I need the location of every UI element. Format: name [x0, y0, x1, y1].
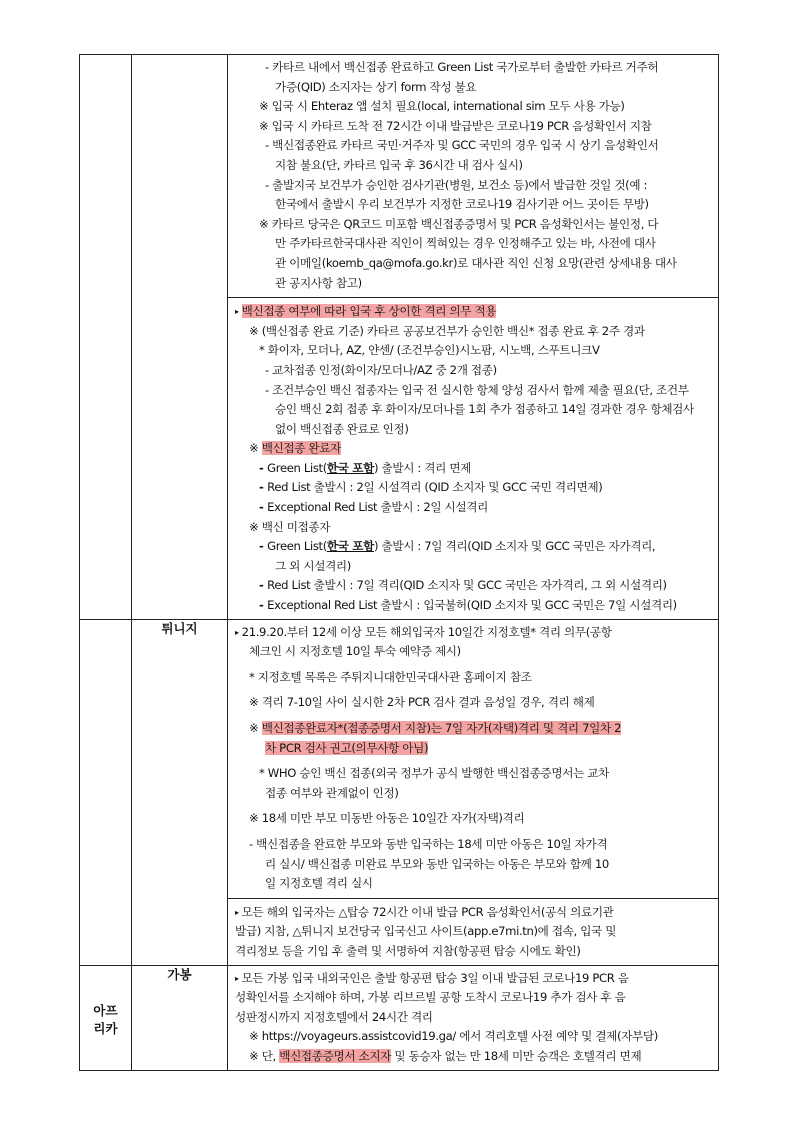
region-cell-africa — [80, 965, 132, 1070]
text-line — [235, 215, 710, 235]
line-text: 없이 백신접종 완료로 인정) — [275, 421, 409, 436]
line-text: ※ (백신접종 완료 기준) 카타르 공공보건부가 승인한 백신* 접종 완료 후 2주 경과 — [249, 323, 645, 338]
text-line — [235, 498, 710, 518]
dash-bullet: - — [259, 500, 268, 515]
line-text: 21.9.20.부터 12세 이상 모든 해외입국자 10일간 지정호텔* 격리 의무(공항 — [241, 624, 612, 639]
bullet-triangle-icon: ▸ — [235, 627, 239, 637]
text-line — [235, 478, 710, 498]
line-text: - 백신접종완료 카타르 국민·거주자 및 GCC 국민의 경우 입국 시 상기 음성확인서 — [265, 138, 659, 153]
line-text: * 화이자, 모더나, AZ, 얀센/ (조건부승인)시노팜, 시노백, 스푸트니크V — [259, 343, 600, 358]
line-text: 접종 여부와 관계없이 인정) — [265, 785, 399, 800]
underlined-text: 한국 포함 — [326, 460, 374, 475]
text-line — [235, 969, 710, 989]
text-line — [235, 764, 710, 784]
text-line — [235, 988, 710, 1008]
text-line — [235, 642, 710, 662]
line-prefix: ※ — [249, 441, 262, 456]
text-line — [235, 136, 710, 156]
line-prefix: ※ — [249, 721, 262, 735]
line-text: ※ 백신 미접종자 — [249, 519, 331, 534]
line-prefix: ※ 단, — [249, 1048, 280, 1063]
line-text: 승인 백신 2회 접종 후 화이자/모더나를 1회 추가 접종하고 14일 경과한 경우 항체검사 — [275, 402, 694, 417]
highlighted-text: 차 PCR 검사 권고(의무사항 아님) — [265, 740, 429, 755]
text-line — [235, 668, 710, 688]
highlighted-text: 백신접종완료자*(접종증명서 지참)는 7일 자가(자택)격리 및 격리 7일차 2 — [261, 721, 622, 735]
highlighted-text: 백신접종증명서 소지자 — [279, 1048, 392, 1063]
content-cell-gabon — [228, 965, 719, 1070]
country-cell-qatar — [132, 55, 228, 620]
line-text: 체크인 시 지정호텔 10일 투숙 예약증 제시) — [249, 644, 461, 659]
text-line — [235, 623, 710, 643]
text-line — [235, 97, 710, 117]
text-line — [235, 874, 710, 894]
line-prefix: Green List( — [267, 539, 327, 554]
line-text: 관 공지사항 참고) — [275, 275, 362, 290]
text-line — [235, 942, 710, 962]
line-text: ※ 카타르 당국은 QR코드 미포함 백신접종증명서 및 PCR 음성확인서는 불인정, 다 — [259, 216, 659, 231]
highlighted-text: 백신접종 완료자 — [261, 441, 341, 456]
text-line — [235, 195, 710, 215]
line-suffix: ) 출발시 : 격리 면제 — [374, 460, 472, 475]
line-text: 리 실시/ 백신접종 미완료 부모와 동반 입국하는 아동은 부모와 함께 10 — [265, 856, 609, 871]
dash-bullet: - — [259, 539, 268, 554]
line-text: 지참 불요(단, 카타르 입국 후 36시간 내 검사 실시) — [275, 157, 523, 172]
text-line — [235, 322, 710, 342]
highlighted-text: 백신접종 여부에 따라 입국 후 상이한 격리 의무 적용 — [241, 304, 497, 319]
row-tunisia — [80, 619, 719, 965]
region-cell-empty — [80, 619, 132, 965]
line-text: - 백신접종을 완료한 부모와 동반 입국하는 18세 미만 아동은 10일 자가격 — [249, 836, 608, 851]
text-line — [235, 922, 710, 942]
row-gabon — [80, 965, 719, 1070]
text-line — [235, 596, 710, 616]
text-line — [235, 78, 710, 98]
line-text: 모든 해외 입국자는 △탑승 72시간 이내 발급 PCR 음성확인서(공식 의료기관 — [241, 904, 614, 919]
dash-bullet: - — [259, 598, 268, 613]
text-line — [235, 302, 710, 322]
bullet-triangle-icon: ▸ — [235, 973, 239, 983]
region-label: 아프리카 — [93, 1002, 118, 1036]
line-text: ※ 격리 7-10일 사이 실시한 2차 PCR 검사 결과 음성일 경우, 격리 해제 — [249, 695, 595, 710]
line-text: Red List 출발시 : 2일 시설격리 (QID 소지자 및 GCC 국민 격리면제) — [267, 480, 603, 495]
line-text: 발급) 지참, △튀니지 보건당국 입국신고 사이트(app.e7mi.tn)에 접속, 입국 및 — [235, 924, 617, 939]
bullet-triangle-icon: ▸ — [235, 907, 239, 917]
line-text: - 교차접종 인정(화이자/모더나/AZ 중 2개 접종) — [265, 362, 497, 377]
bullet-triangle-icon: ▸ — [235, 307, 239, 317]
line-text: * WHO 승인 백신 접종(외국 정부가 공식 발행한 백신접종증명서는 교차 — [259, 766, 609, 781]
text-line — [235, 1027, 710, 1047]
line-text: - 조건부승인 백신 접종자는 입국 전 실시한 항체 양성 검사서 함께 제출 필요(단, 조건부 — [265, 382, 689, 397]
line-text: Exceptional Red List 출발시 : 2일 시설격리 — [267, 500, 488, 515]
text-line — [235, 254, 710, 274]
text-line — [235, 1008, 710, 1028]
line-text: 가증(QID) 소지자는 상기 form 작성 불요 — [275, 79, 477, 94]
text-line — [235, 361, 710, 381]
line-text: 만 주카타르한국대사관 직인이 찍혀있는 경우 인정해주고 있는 바, 사전에 대사 — [275, 236, 656, 251]
country-cell-tunisia: 튀니지 — [132, 619, 228, 965]
line-text: ※ https://voyageurs.assistcovid19.ga/ 에서 격리호텔 사전 예약 및 결제(자부담) — [249, 1029, 658, 1044]
content-cell-qatar — [228, 55, 719, 620]
line-text: 성판정시까지 지정호텔에서 24시간 격리 — [235, 1009, 433, 1024]
underlined-text: 한국 포함 — [326, 539, 374, 554]
dash-bullet: - — [259, 578, 268, 593]
line-prefix: Green List( — [267, 460, 327, 475]
text-line — [235, 58, 710, 78]
text-line — [235, 420, 710, 440]
text-line — [235, 400, 710, 420]
text-line — [235, 381, 710, 401]
line-suffix: 및 동승자 없는 만 18세 미만 승객은 호텔격리 면제 — [391, 1048, 642, 1063]
line-text: 모든 가봉 입국 내외국인은 출발 항공편 탑승 3일 이내 발급된 코로나19 PCR 음 — [241, 970, 629, 985]
text-line — [235, 439, 710, 459]
text-line — [235, 693, 710, 713]
line-suffix: ) 출발시 : 7일 격리(QID 소지자 및 GCC 국민은 자가격리, — [374, 539, 656, 554]
entry-requirements-table — [79, 54, 719, 1071]
text-line — [235, 117, 710, 137]
line-text: * 지정호텔 목록은 주튀지니대한민국대사관 홈페이지 참조 — [249, 669, 532, 684]
dash-bullet: - — [259, 480, 268, 495]
line-text: Red List 출발시 : 7일 격리(QID 소지자 및 GCC 국민은 자가격리, 그 외 시설격리) — [267, 578, 667, 593]
text-line — [235, 459, 710, 479]
line-text: ※ 입국 시 카타르 도착 전 72시간 이내 발급받은 코로나19 PCR 음성확인서 지참 — [259, 118, 652, 133]
text-line — [235, 835, 710, 855]
text-line — [235, 576, 710, 596]
line-text: 일 지정호텔 격리 실시 — [265, 876, 373, 891]
line-text: 성확인서를 소지해야 하며, 가봉 리브르빌 공항 도착시 코로나19 추가 검사 후 음 — [235, 990, 626, 1005]
tunisia-content — [228, 620, 718, 965]
block-divider — [228, 898, 718, 899]
block-divider — [228, 297, 718, 298]
text-line — [235, 234, 710, 254]
line-text: 격리정보 등을 기입 후 출력 및 서명하여 지참(항공편 탑승 시에도 확인) — [235, 943, 581, 958]
text-line — [235, 274, 710, 294]
region-cell-empty — [80, 55, 132, 620]
line-text: ※ 18세 미만 부모 미동반 아동은 10일간 자가(자택)격리 — [249, 811, 525, 826]
text-line — [235, 176, 710, 196]
text-line — [235, 1047, 710, 1067]
dash-bullet: - — [259, 460, 268, 475]
line-text: - 카타르 내에서 백신접종 완료하고 Green List 국가로부터 출발한 카타르 거주허 — [265, 60, 659, 74]
country-cell-gabon: 가봉 — [132, 965, 228, 1070]
content-cell-tunisia — [228, 619, 719, 965]
text-line — [235, 809, 710, 829]
text-line — [235, 903, 710, 923]
gabon-content — [228, 966, 718, 1070]
line-text: - 출발지국 보건부가 승인한 검사기관(병원, 보건소 등)에서 발급한 것일 것(예 : — [265, 177, 648, 192]
text-line — [235, 341, 710, 361]
text-line — [235, 719, 710, 739]
text-line — [235, 518, 710, 538]
row-qatar — [80, 55, 719, 620]
line-text: 그 외 시설격리) — [275, 558, 351, 573]
text-line — [235, 739, 710, 759]
text-line — [235, 156, 710, 176]
text-line — [235, 784, 710, 804]
qatar-content — [228, 55, 718, 619]
line-text: 한국에서 출발시 우리 보건부가 지정한 코로나19 검사기관 어느 곳이든 무방) — [275, 197, 649, 212]
line-text: Exceptional Red List 출발시 : 입국불허(QID 소지자 및 GCC 국민은 7일 시설격리) — [267, 598, 677, 613]
text-line — [235, 855, 710, 875]
text-line — [235, 557, 710, 577]
line-text: 관 이메일(koemb_qa@mofa.go.kr)로 대사관 직인 신청 요망(관련 상세내용 대사 — [275, 255, 677, 270]
text-line — [235, 537, 710, 557]
line-text: ※ 입국 시 Ehteraz 앱 설치 필요(local, international sim 모두 사용 가능) — [259, 99, 625, 114]
